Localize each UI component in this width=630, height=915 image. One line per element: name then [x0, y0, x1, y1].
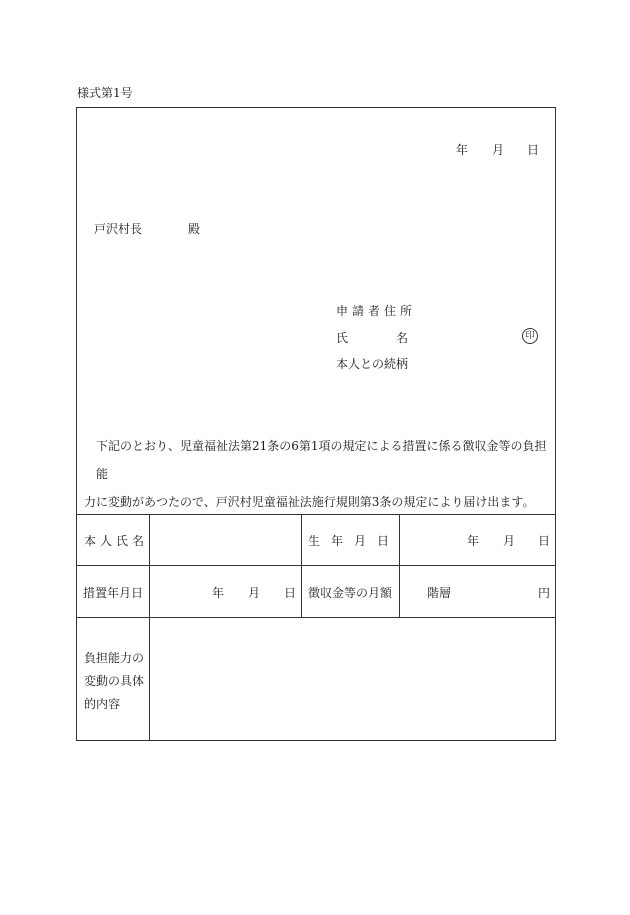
notification-body-line-2: 力に変動があつたので、戸沢村児童福祉法施行規則第3条の規定により届け出ます。	[84, 495, 535, 509]
applicant-name-label-first: 氏	[336, 331, 349, 345]
table-col-rule-mid	[301, 514, 302, 617]
person-name-label: 本人氏名	[84, 534, 149, 548]
tier-label: 階層	[427, 586, 452, 600]
filing-date-month-unit: 月	[492, 143, 505, 157]
form-number: 様式第1号	[77, 86, 133, 100]
measure-date-month-unit: 月	[248, 586, 261, 600]
measure-date-year-unit: 年	[212, 586, 225, 600]
change-details-label-line-1: 負担能力の	[84, 651, 145, 665]
birth-date-day-unit: 日	[538, 534, 551, 548]
table-top-rule	[76, 514, 556, 515]
filing-date-day-unit: 日	[527, 143, 540, 157]
table-col-rule-label	[149, 514, 150, 741]
table-row-rule-2	[76, 617, 556, 618]
birth-date-label: 生年月日	[308, 534, 401, 548]
applicant-address-label: 申請者住所	[336, 304, 417, 318]
monthly-fee-label: 徴収金等の月額	[308, 586, 393, 600]
birth-date-month-unit: 月	[503, 534, 516, 548]
applicant-name-label-second: 名	[396, 331, 409, 345]
table-row-rule-1	[76, 565, 556, 566]
notification-body-line-1: 下記のとおり、児童福祉法第21条の6第1項の規定による措置に係る徴収金等の負担能	[96, 439, 547, 481]
addressee-name: 戸沢村長	[94, 222, 143, 236]
addressee-honorific: 殿	[188, 222, 201, 236]
measure-date-day-unit: 日	[284, 586, 297, 600]
table-col-rule-right	[399, 514, 400, 617]
filing-date-year-unit: 年	[456, 143, 469, 157]
applicant-relation-label: 本人との続柄	[336, 357, 409, 371]
change-details-label-line-3: 的内容	[84, 697, 121, 711]
currency-unit: 円	[538, 586, 551, 600]
form-frame	[76, 107, 556, 741]
change-details-label-line-2: 変動の具体	[84, 674, 145, 688]
notification-body	[84, 432, 550, 516]
measure-date-label: 措置年月日	[83, 586, 144, 600]
seal-mark-icon: 印	[522, 328, 538, 344]
birth-date-year-unit: 年	[467, 534, 480, 548]
